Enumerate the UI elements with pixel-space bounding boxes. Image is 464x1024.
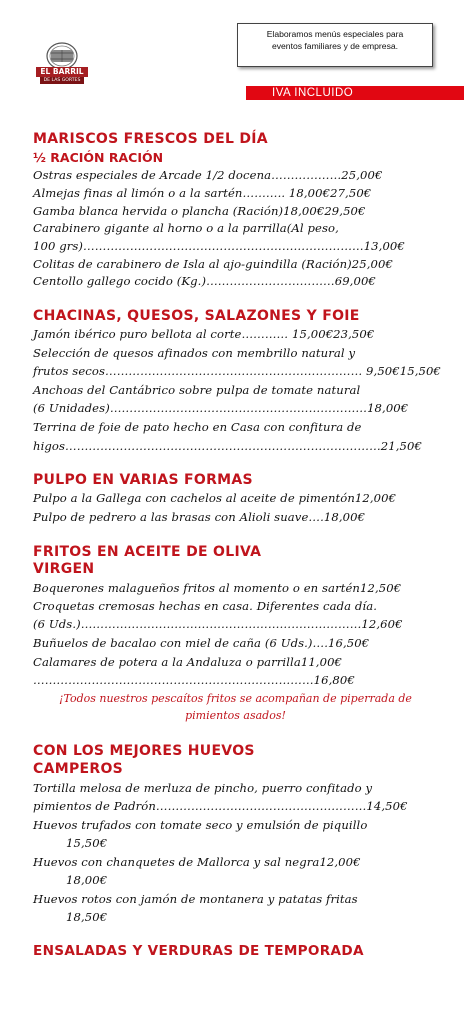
restaurant-logo [30, 40, 94, 100]
section-title-huevos: CON LOS MEJORES HUEVOS [33, 743, 255, 759]
menu-item-continued: 100 grs)………………………………………………………………13,00€ [33, 239, 405, 253]
section-title-pulpo: PULPO EN VARIAS FORMAS [33, 472, 253, 488]
menu-item: Huevos con chanquetes de Mallorca y sal negra12,00€ [33, 855, 361, 869]
menu-item: Ostras especiales de Arcade 1/2 docena………………25,00€ [33, 168, 383, 182]
menu-item: Anchoas del Cantábrico sobre pulpa de tomate natural [33, 383, 361, 397]
portion-header: ½ RACIÓN RACIÓN [33, 150, 164, 165]
fritos-note [33, 690, 438, 724]
menu-item: Calamares de potera a la Andaluza o parrilla11,00€ [33, 655, 343, 669]
fritos-note-line-2: pimientos asados! [185, 709, 286, 722]
section-title-ensaladas: ENSALADAS Y VERDURAS DE TEMPORADA [33, 943, 364, 959]
menu-item: Almejas finas al limón o a la sartén……….. 18,00€27,50€ [33, 186, 372, 200]
menu-item: Tortilla melosa de merluza de pincho, puerro confitado y [33, 781, 373, 795]
menu-item: Pulpo de pedrero a las brasas con Alioli suave….18,00€ [33, 510, 366, 524]
menu-item: Boquerones malagueños fritos al momento o en sartén12,50€ [33, 581, 402, 595]
notice-line-2: eventos familiares y de empresa. [271, 41, 399, 51]
menu-item: Centollo gallego cocido (Kg.)……………………………69,00€ [33, 274, 376, 288]
section-title-chacinas: CHACINAS, QUESOS, SALAZONES Y FOIE [33, 308, 360, 324]
menu-item-continued: pimientos de Padrón………………………………………………14,50€ [33, 799, 408, 813]
menu-item-continued: higos………………………………………………………………………21,50€ [33, 439, 422, 453]
section-title-fritos-line2: VIRGEN [33, 561, 95, 577]
menu-item-continued: ………………………………………………………………16,80€ [33, 673, 355, 687]
menu-item: Terrina de foie de pato hecho en Casa con confitura de [33, 420, 362, 434]
logo-text-sub: DE LAS GORTES [43, 78, 81, 83]
menu-item-price: 18,00€ [66, 873, 108, 887]
menu-item-continued: frutos secos………………………………………………………… 9,50€15,50€ [33, 364, 441, 378]
menu-item: Huevos rotos con jamón de montanera y patatas fritas [33, 892, 358, 906]
menu-item: Croquetas cremosas hechas en casa. Diferentes cada día. [33, 599, 378, 613]
menu-item: Buñuelos de bacalao con miel de caña (6 Uds.)….16,50€ [33, 636, 370, 650]
menu-item-continued: (6 Unidades)…………………………………………………………18,00€ [33, 401, 409, 415]
menu-item: Colitas de carabinero de Isla al ajo-guindilla (Ración)25,00€ [33, 257, 393, 271]
menu-item: Carabinero gigante al horno o a la parrilla(Al peso, [33, 221, 339, 235]
menu-item-price: 15,50€ [66, 836, 108, 850]
menu-item-continued: (6 Uds.)………………………………………………………………12,60€ [33, 617, 403, 631]
notice-line-1: Elaboramos menús especiales para [266, 29, 404, 39]
menu-item: Huevos trufados con tomate seco y emulsión de piquillo [33, 818, 368, 832]
fritos-note-line-1: ¡Todos nuestros pescaítos fritos se acompañan de piperrada de [59, 692, 412, 705]
logo-text-main: EL BARRIL [40, 67, 84, 76]
menu-item: Selección de quesos afinados con membrillo natural y [33, 346, 356, 360]
menu-item-price: 18,50€ [66, 910, 108, 924]
section-title-fritos: FRITOS EN ACEITE DE OLIVA [33, 544, 262, 560]
events-notice-box [237, 23, 433, 67]
menu-item: Gamba blanca hervida o plancha (Ración)18,00€29,50€ [33, 204, 366, 218]
iva-included-banner: IVA INCLUIDO [246, 86, 464, 100]
menu-item: Jamón ibérico puro bellota al corte………… 15,00€23,50€ [33, 327, 375, 341]
section-title-huevos-line2: CAMPEROS [33, 761, 124, 777]
menu-item: Pulpo a la Gallega con cachelos al aceite de pimentón12,00€ [33, 491, 397, 505]
section-title-mariscos: MARISCOS FRESCOS DEL DÍA [33, 131, 268, 147]
